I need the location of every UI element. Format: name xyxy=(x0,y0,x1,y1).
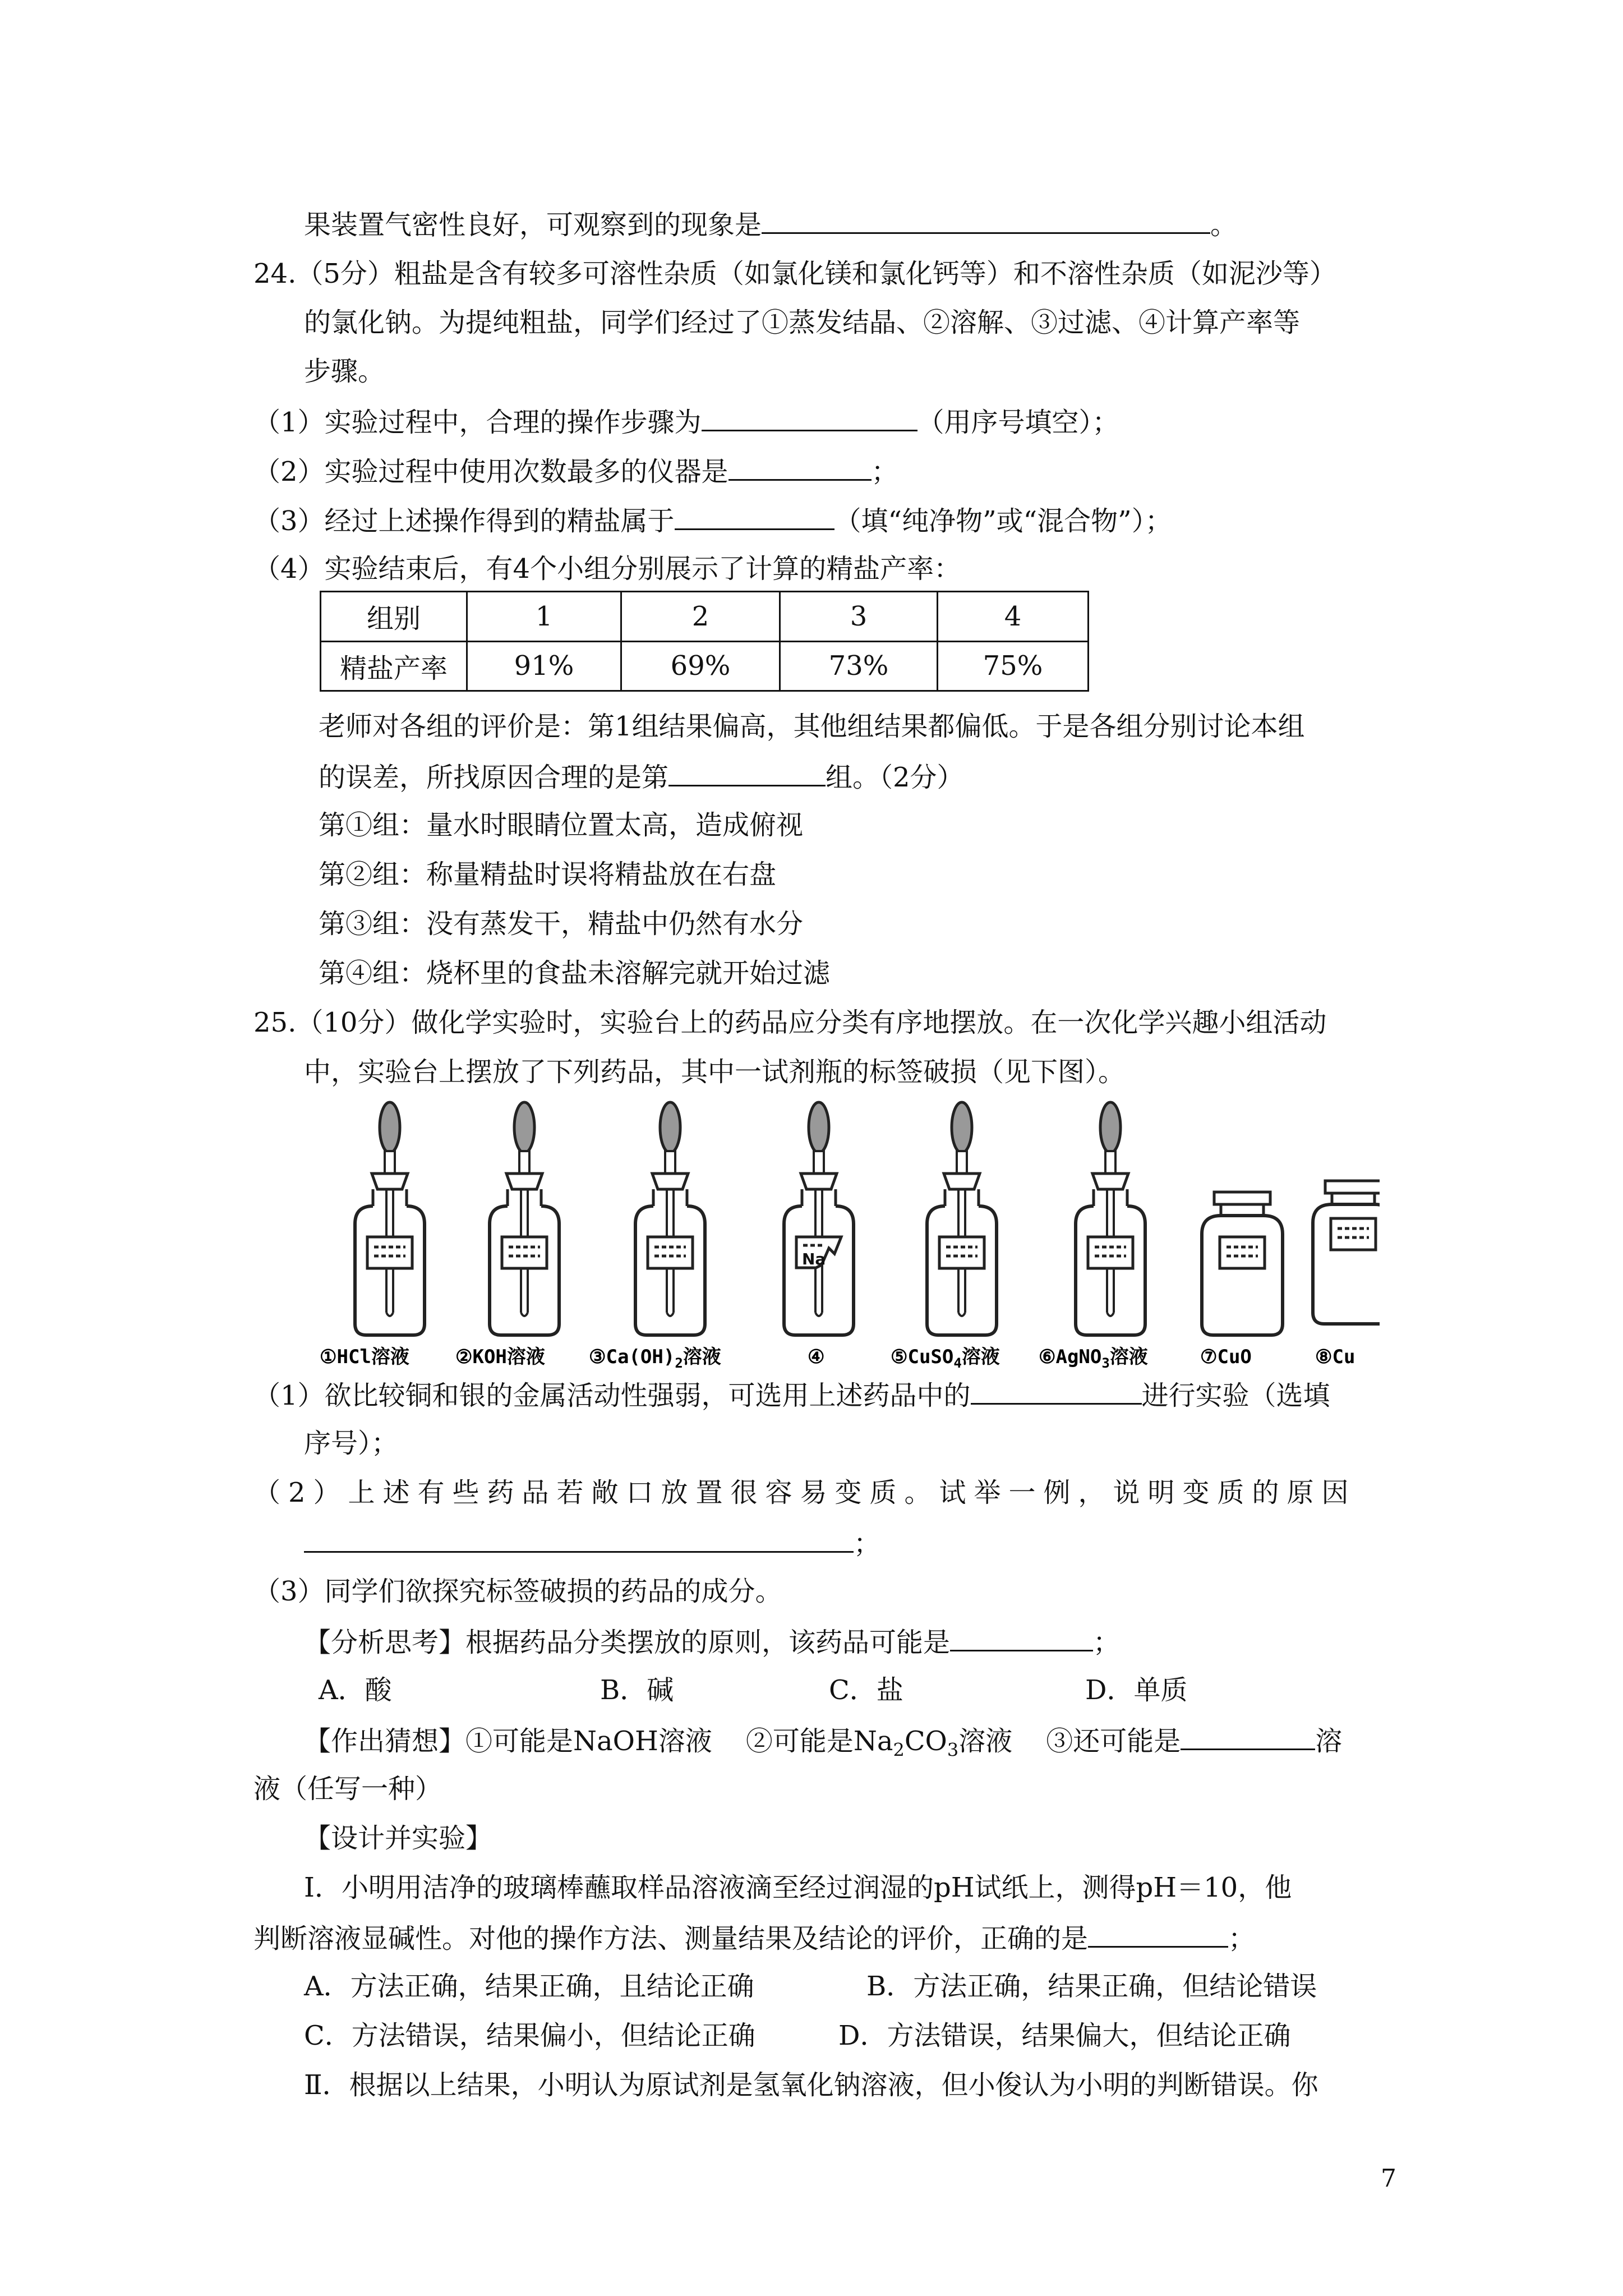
q24-part1: （1）实验过程中，合理的操作步骤为 （用序号填空）； xyxy=(253,404,1119,439)
option-c: C．盐 xyxy=(829,1674,903,1706)
q25-part1-line1: （1）欲比较铜和银的金属活动性强弱，可选用上述药品中的 进行实验（选填 xyxy=(253,1377,1330,1412)
q25-part2-line2: ； xyxy=(304,1525,880,1561)
q24-intro-line3: 步骤。 xyxy=(304,356,385,387)
torn-label-text: Na xyxy=(802,1250,826,1268)
answer-blank[interactable] xyxy=(702,404,917,431)
guess-line: 【作出猜想】①可能是NaOH溶液 ②可能是$Na_2CO_3$溶液 ③还可能是 溶 xyxy=(304,1723,1342,1758)
table-cell: 91% xyxy=(467,641,621,691)
answer-blank[interactable] xyxy=(668,759,826,786)
q24-part4: （4）实验结束后，有4个小组分别展示了计算的精盐产率： xyxy=(253,553,961,585)
table-row xyxy=(321,592,1089,642)
caption-8: ⑧Cu xyxy=(1315,1346,1355,1368)
bottle-cuso4 xyxy=(927,1102,997,1335)
answer-blank[interactable] xyxy=(950,1624,1093,1651)
guess-line2: 液（任写一种） xyxy=(253,1773,442,1805)
option-a: A．酸 xyxy=(319,1674,392,1706)
caption-4: ④ xyxy=(808,1346,825,1368)
bottle-caoh2 xyxy=(635,1102,705,1335)
caption-7: ⑦CuO xyxy=(1200,1346,1252,1368)
group-reason-4: 第④组：烧杯里的食盐未溶解完就开始过滤 xyxy=(319,958,831,989)
q25-part2-line1: （2）上述有些药品若敞口放置很容易变质。试举一例，说明变质的原因 xyxy=(253,1477,1357,1508)
bottle-cuo xyxy=(1202,1192,1283,1335)
answer-blank[interactable] xyxy=(304,1525,854,1553)
table-cell: 73% xyxy=(780,641,938,691)
table-cell: 2 xyxy=(621,592,780,642)
option-d: D．单质 xyxy=(1085,1674,1188,1706)
q24-intro-line1: 24.（5分）粗盐是含有较多可溶性杂质（如氯化镁和氯化钙等）和不溶性杂质（如泥沙等） xyxy=(253,258,1336,289)
analysis-line: 【分析思考】根据药品分类摆放的原则，该药品可能是 ； xyxy=(304,1624,1120,1659)
option-b: B．碱 xyxy=(600,1674,674,1706)
caption-1: ①HCl溶液 xyxy=(320,1346,409,1368)
table-cell: 组别 xyxy=(321,592,467,642)
q24-intro-line2: 的氯化钠。为提纯粗盐，同学们经过了①蒸发结晶、②溶解、③过滤、④计算产率等 xyxy=(304,307,1301,338)
group-reason-3: 第③组：没有蒸发干，精盐中仍然有水分 xyxy=(319,908,804,940)
q25-part1-line2: 序号）； xyxy=(304,1428,399,1459)
answer-blank[interactable] xyxy=(728,453,872,481)
reagent-bottles-figure xyxy=(314,1099,1380,1369)
bottle-hcl xyxy=(355,1102,425,1335)
bottle-cu xyxy=(1313,1181,1380,1324)
bottle-torn-label xyxy=(784,1102,854,1335)
option2-c: C．方法错误，结果偏小，但结论正确 xyxy=(304,2020,755,2051)
q24-part3: （3）经过上述操作得到的精盐属于 （填“纯净物”或“混合物”）； xyxy=(253,503,1172,538)
answer-blank[interactable] xyxy=(762,206,1210,234)
exp1-line2: 判断溶液显碱性。对他的操作方法、测量结果及结论的评价，正确的是 ； xyxy=(253,1920,1255,1955)
table-cell: 3 xyxy=(780,592,938,642)
q24-part2: （2）实验过程中使用次数最多的仪器是 ； xyxy=(253,453,898,489)
option2-b: B．方法正确，结果正确，但结论错误 xyxy=(866,1971,1317,2002)
design-heading: 【设计并实验】 xyxy=(304,1823,493,1854)
exp2-line1: Ⅱ．根据以上结果，小明认为原试剂是氢氧化钠溶液，但小俊认为小明的判断错误。你 xyxy=(304,2069,1318,2101)
caption-6: ⑥AgNO$_3$溶液 xyxy=(1039,1346,1148,1369)
exp1-line1: Ⅰ．小明用洁净的玻璃棒蘸取样品溶液滴至经过润湿的pH试纸上，测得pH＝10，他 xyxy=(304,1872,1292,1903)
bottle-agno3 xyxy=(1076,1102,1145,1335)
table-cell: 4 xyxy=(938,592,1089,642)
table-cell: 75% xyxy=(938,641,1089,691)
answer-blank[interactable] xyxy=(1181,1723,1315,1750)
q24-eval-line2: 的误差，所找原因合理的是第 组。（2分） xyxy=(319,759,964,794)
answer-blank[interactable] xyxy=(1088,1920,1228,1948)
group-reason-2: 第②组：称量精盐时误将精盐放在右盘 xyxy=(319,859,777,890)
table-cell: 69% xyxy=(621,641,780,691)
q25-intro-line2: 中，实验台上摆放了下列药品，其中一试剂瓶的标签破损（见下图）。 xyxy=(304,1056,1126,1088)
caption-2: ②KOH溶液 xyxy=(455,1346,545,1368)
table-row xyxy=(321,641,1089,691)
option2-d: D．方法错误，结果偏大，但结论正确 xyxy=(838,2020,1291,2051)
option2-a: A．方法正确，结果正确，且结论正确 xyxy=(304,1971,754,2002)
q24-eval-line1: 老师对各组的评价是：第1组结果偏高，其他组结果都偏低。于是各组分别讨论本组 xyxy=(319,711,1305,742)
caption-5: ⑤CuSO$_4$溶液 xyxy=(891,1346,1000,1369)
carryover-line: 果装置气密性良好，可观察到的现象是 。 xyxy=(304,206,1237,242)
caption-3: $③Ca(OH)_2$溶液 xyxy=(589,1346,721,1369)
answer-blank[interactable] xyxy=(675,503,834,530)
q25-intro-line1: 25.（10分）做化学实验时，实验台上的药品应分类有序地摆放。在一次化学兴趣小组活动 xyxy=(253,1007,1327,1038)
page-number: 7 xyxy=(1381,2164,1396,2193)
answer-blank[interactable] xyxy=(971,1377,1142,1405)
q25-part3: （3）同学们欲探究标签破损的药品的成分。 xyxy=(253,1576,782,1607)
bottle-koh xyxy=(490,1102,559,1335)
group-reason-1: 第①组：量水时眼睛位置太高，造成俯视 xyxy=(319,809,804,841)
table-cell: 精盐产率 xyxy=(321,641,467,691)
yield-table xyxy=(320,591,1089,692)
table-cell: 1 xyxy=(467,592,621,642)
